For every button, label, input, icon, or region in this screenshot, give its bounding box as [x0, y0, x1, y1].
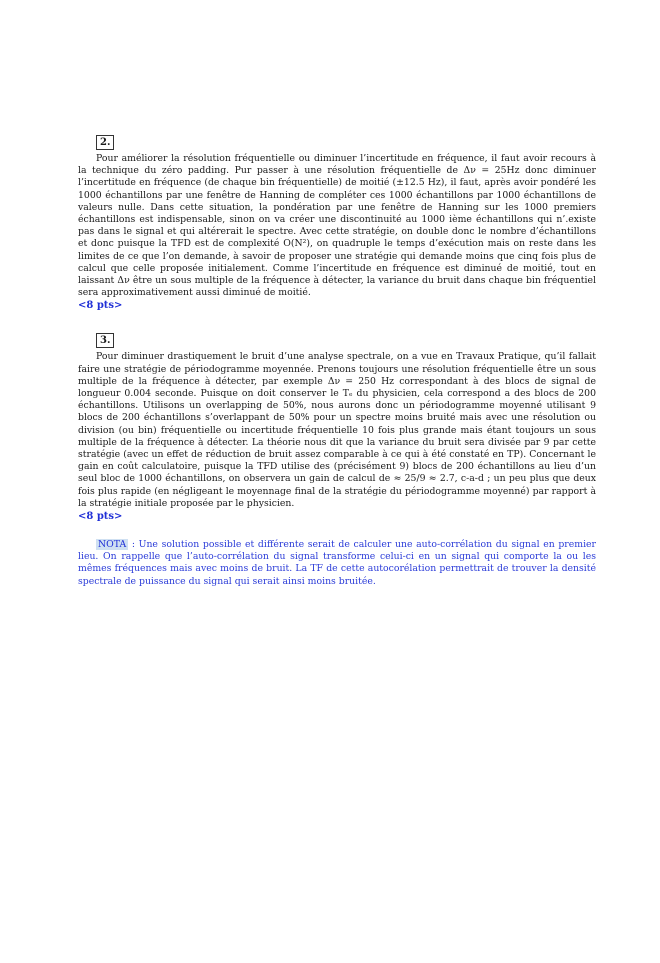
question-3-points: <8 pts> — [78, 511, 123, 523]
nota-paragraph — [78, 539, 596, 588]
question-number-2: 2. — [96, 135, 114, 150]
question-3-section — [78, 328, 596, 523]
document-page — [78, 130, 596, 588]
nota-label: NOTA — [98, 539, 127, 551]
question-3-answer-text: Pour diminuer drastiquement le bruit d’une analyse spectrale, on a vue en Travaux Pratique, qu’il fallait faire une stratégie de périodogramme moyennée. Prenons toujours une résolution fréquentielle être un sous multiple de la fréquence à détecter, par exemple Δν = 250 Hz correspondant à des blocs de signal de longueur 0.004 seconde. Puisque on doit conserver le Tₑ du physicien, cela correspond a des blocs de 200 échantillons. Utilisons un overlapping de 50%, nous aurons donc un périodogramme moyenné utilisant 9 blocs de 200 échantillons s’overlappant de 50% pour un spectre moins bruité mais avec une résolution ou division (ou bin) fréquentielle ou incertitude fréquentielle 10 fois plus grande mais étant toujours un sous multiple de la fréquence à détecter. La théorie nous dit que la variance du bruit sera divisée par 9 par cette stratégie (avec un effet de réduction de bruit assez comparable à ce qui à été constaté en TP). Concernant le gain en coût calculatoire, puisque la TFD utilise des (précisément 9) blocs de 200 échantillons au lieu d’un seul bloc de 1000 échantillons, on observera un gain de calcul de ≈ 25/9 ≈ 2.7, c-a-d ; un peu plus que deux fois plus rapide (en négligeant le moyennage final de la stratégie du périodogramme moyenné) par rapport à la stratégie initiale proposée par le physicien. — [78, 351, 596, 509]
question-number-3: 3. — [96, 333, 114, 348]
question-2-section — [78, 130, 596, 312]
question-2-answer-text: Pour améliorer la résolution fréquentielle ou diminuer l’incertitude en fréquence, il faut avoir recours à la technique du zéro padding. Pur passer à une résolution fréquentielle de Δν = 25Hz donc diminuer l’incertitude en fréquence (de chaque bin fréquentielle) de moitié (±12.5 Hz), il faut, après avoir pondéré les 1000 échantillons par une fenêtre de Hanning de compléter ces 1000 échantillons par 1000 échantillons de valeurs nulle. Dans cette situation, la pondération par une fenêtre de Hanning sur les 1000 premiers échantillons est indispensable, sinon on va créer une discontinuité au 1000 ième échantillons qui n’.existe pas dans le signal et qui altérerait le spectre. Avec cette stratégie, on double donc le nombre d’échantillons et donc puisque la TFD est de complexité O(N²), on quadruple le temps d’exécution mais on reste dans les limites de ce que l’on demande, à savoir de proposer une stratégie qui demande moins que cinq fois plus de calcul que celle proposée initialement. Comme l’incertitude en fréquence est diminué de moitié, tout en laissant Δν être un sous multiple de la fréquence à détecter, la variance du bruit dans chaque bin fréquentiel sera approximativement aussi diminué de moitié. — [78, 153, 596, 299]
question-2-points: <8 pts> — [78, 300, 123, 312]
nota-text: : Une solution possible et différente serait de calculer une auto-corrélation du signal en premier lieu. On rappelle que l’auto-corrélation du signal transforme celui-ci en un signal qui comporte la ou les mêmes fréquences mais avec moins de bruit. La TF de cette autocorélation permettrait de trouver la densité spectrale de puissance du signal qui serait ainsi moins bruitée. — [78, 539, 596, 587]
